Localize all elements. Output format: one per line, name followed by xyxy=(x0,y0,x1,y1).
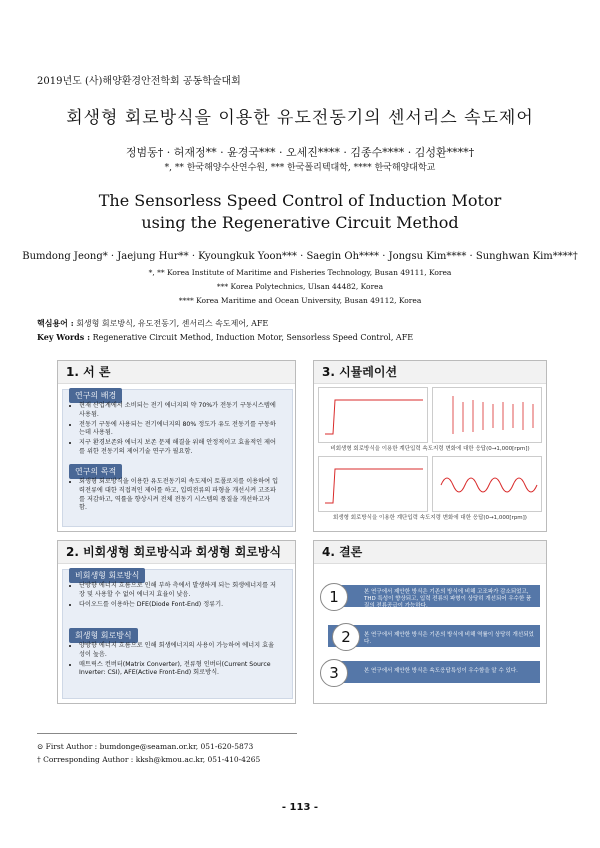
list-item: • 회생형 회로방식을 이용한 유도전동기의 속도제어 토폴로지를 이용하여 입력전류에 대한 직접적인 제어를 하고, 입력전류의 파형을 개선시켜 고조파를 저감하고, 역률을 향상시켜 전체 전동기 시스템의 품질을 개선하고자 함. xyxy=(79,478,279,513)
page-number: - 113 - xyxy=(281,802,319,813)
english-title xyxy=(0,190,600,234)
section-conclusion-title: 4. 결론 xyxy=(314,541,546,564)
nonregen-list xyxy=(69,582,279,610)
keywords-korean-text: 회생형 회로방식, 유도전동기, 센서리스 속도제어, AFE xyxy=(76,319,269,328)
english-affiliation-1: *, ** Korea Institute of Maritime and Fisheries Technology, Busan 49111, Korea xyxy=(148,268,452,277)
english-title-line1: The Sensorless Speed Control of Induction Motor xyxy=(98,191,502,210)
list-item: • 양방향 에너지 흐름으로 인해 회생에너지의 사용이 가능하여 에너지 효율성이 높음. xyxy=(79,642,279,660)
introduction-panel xyxy=(62,389,293,527)
footnote-corresponding-author: † Corresponding Author : kksh@kmou.ac.kr, 051-410-4265 xyxy=(37,755,261,764)
list-item: • 다이오드를 이용하는 DFE(Diode Font-End) 정류기. xyxy=(79,601,279,610)
keywords-english-text: Regenerative Circuit Method, Induction Motor, Sensorless Speed Control, AFE xyxy=(92,333,414,342)
section-simulation xyxy=(313,360,547,532)
footnote-first-author: ⊙ First Author : bumdonge@seaman.or.kr, 051-620-5873 xyxy=(37,742,254,751)
english-affiliation-3: **** Korea Maritime and Ocean University, Busan 49112, Korea xyxy=(178,296,422,305)
circuit-methods-panel xyxy=(62,569,293,699)
conclusion-number-2: 2 xyxy=(332,623,360,651)
section-introduction-title: 1. 서 론 xyxy=(58,361,295,384)
section-conclusion xyxy=(313,540,547,704)
purpose-list xyxy=(69,478,279,514)
keywords-korean-label: 핵심용어 : xyxy=(37,318,74,328)
plot-regen-speed xyxy=(318,456,428,512)
keywords-english-label: Key Words : xyxy=(37,332,91,342)
plot-nonregen-current xyxy=(432,387,542,443)
english-title-line2: using the Regenerative Circuit Method xyxy=(141,213,459,232)
footnote-divider xyxy=(37,733,297,734)
keywords-korean xyxy=(37,318,268,329)
plot-regen-current xyxy=(432,456,542,512)
regen-list xyxy=(69,642,279,679)
purpose-label: 연구의 목적 xyxy=(69,464,122,479)
background-list xyxy=(69,402,279,458)
conclusion-item-1: 본 연구에서 제안한 방식은 기존의 방식에 비해 고조파가 감소되었고, THD 특성이 향상되고, 입력 전류의 파형이 상당히 개선되어 우수한 품질의 전류공급이 가능하다. xyxy=(328,585,540,607)
section-circuit-methods xyxy=(57,540,296,704)
conclusion-item-2: 본 연구에서 제안한 방식은 기존의 방식에 비해 역률이 상당히 개선되었다. xyxy=(328,625,540,647)
english-authors: Bumdong Jeong* · Jaejung Hur** · Kyoungkuk Yoon*** · Saegin Oh**** · Jongsu Kim**** · Sunghwan Kim****† xyxy=(22,251,578,262)
conclusion-item-3: 본 연구에서 제안한 방식은 속도응답특성이 우수함을 알 수 있다. xyxy=(328,661,540,683)
conference-header: 2019년도 (사)해양환경안전학회 공동학술대회 xyxy=(37,76,241,87)
regen-label: 회생형 회로방식 xyxy=(69,628,138,643)
section-simulation-title: 3. 시뮬레이션 xyxy=(314,361,546,384)
keywords-english xyxy=(37,332,413,342)
list-item: • 현재 산업계에서 소비되는 전기 에너지의 약 70%가 전동기 구동시스템에 사용됨. xyxy=(79,402,279,420)
list-item: • 전동기 구동에 사용되는 전기에너지의 80% 정도가 유도 전동기를 구동하는데 사용됨. xyxy=(79,421,279,439)
list-item: • 단방향 에너지 흐름으로 인해 부하 측에서 발생하게 되는 회생에너지를 저장 및 사용할 수 없어 에너지 효율이 낮음. xyxy=(79,582,279,600)
list-item: • 지구 환경보존와 에너지 보존 문제 해결을 위해 안정적이고 효율적인 제어를 위한 전동기의 제어기술 연구가 필요함. xyxy=(79,439,279,457)
conclusion-number-3: 3 xyxy=(320,659,348,687)
nonregen-label: 비회생형 회로방식 xyxy=(69,568,145,583)
korean-title: 회생형 회로방식을 이용한 유도전동기의 센서리스 속도제어 xyxy=(66,108,534,128)
list-item: • 매트릭스 컨버터(Matrix Converter), 전류형 인버터(Current Source Inverter: CSI), AFE(Active Front-End) 회로방식. xyxy=(79,661,279,679)
section-circuit-methods-title: 2. 비회생형 회로방식과 회생형 회로방식 xyxy=(58,541,295,564)
conclusion-number-1: 1 xyxy=(320,583,348,611)
caption-regen: 회생형 회로방식을 이용한 계단입력 속도지령 변화에 대한 응답(0→1,000[rpm]) xyxy=(333,515,527,521)
korean-authors: 정범동† · 허재정** · 윤경국*** · 오세진**** · 김종수**** · 김성환****† xyxy=(125,146,475,159)
background-label: 연구의 배경 xyxy=(69,388,122,403)
section-introduction xyxy=(57,360,296,532)
caption-nonregen: 비회생형 회로방식을 이용한 계단입력 속도지령 변화에 대한 응답(0→1,000[rpm]) xyxy=(330,446,530,452)
plot-nonregen-speed xyxy=(318,387,428,443)
korean-affiliations: *, ** 한국해양수산연수원, *** 한국폴리텍대학, **** 한국해양대학교 xyxy=(164,163,436,173)
english-affiliation-2: *** Korea Polytechnics, Ulsan 44482, Korea xyxy=(216,282,384,291)
